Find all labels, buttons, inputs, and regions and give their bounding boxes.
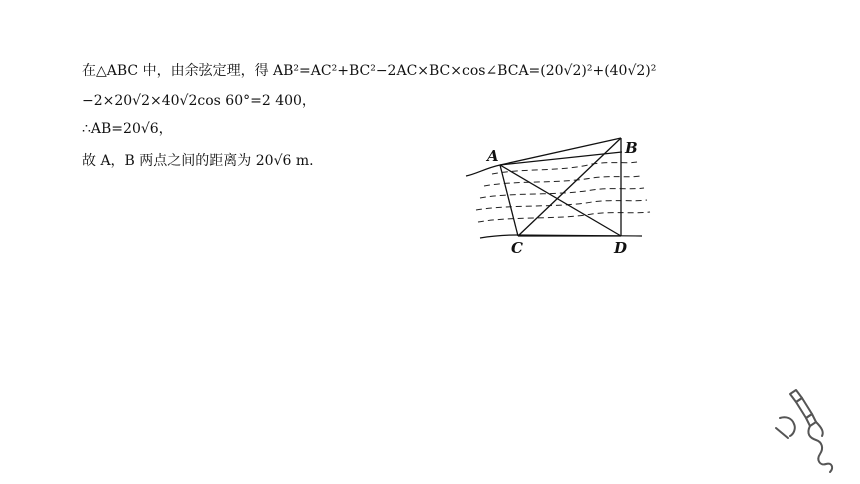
segment-cb: [518, 138, 621, 236]
segment-ab: [500, 138, 621, 165]
writing-hand-pen-icon: [772, 388, 842, 474]
segment-ac: [500, 165, 518, 236]
figure-lines: [500, 138, 621, 236]
solution-line-1: 在△ABC 中，由余弦定理，得 AB²=AC²+BC²−2AC×BC×cos∠BCA=(20√2)²+(40√2)²: [82, 63, 657, 79]
solution-line-2: −2×20√2×40√2cos 60°=2 400，: [82, 93, 316, 109]
label-a: A: [487, 147, 499, 165]
label-c: C: [511, 239, 523, 257]
river-geometry-figure: [462, 134, 657, 259]
label-d: D: [614, 239, 628, 257]
solution-line-3: ∴AB=20√6，: [82, 121, 173, 137]
segment-ad: [500, 165, 621, 236]
solution-line-4: 故 A，B 两点之间的距离为 20√6 m.: [82, 153, 314, 169]
label-b: B: [625, 139, 638, 157]
